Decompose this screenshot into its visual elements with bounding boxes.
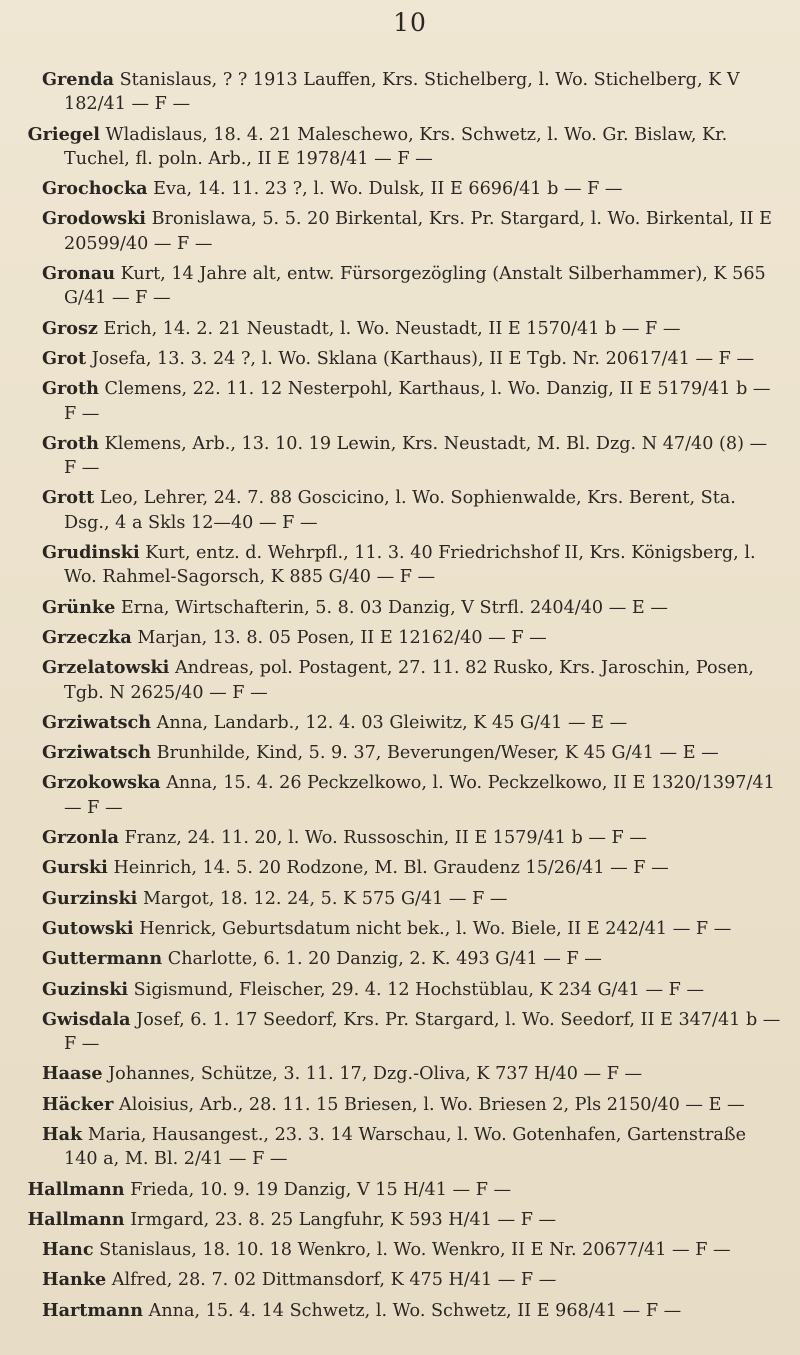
list-item: [0, 771, 782, 820]
entry-details: Aloisius, Arb., 28. 11. 15 Briesen, l. Wo. Briesen 2, Pls 2150/40 — E —: [118, 1094, 745, 1115]
entry-surname: Häcker: [42, 1093, 114, 1115]
entry-details: Wladislaus, 18. 4. 21 Maleschewo, Krs. Schwetz, l. Wo. Gr. Bislaw, Kr. Tuchel, fl. poln. Arb., II E 1978/41 — F —: [64, 124, 728, 169]
entry-details: Klemens, Arb., 13. 10. 19 Lewin, Krs. Neustadt, M. Bl. Dzg. N 47/40 (8) — F —: [64, 433, 768, 479]
entry-surname: Grziwatsch: [42, 711, 152, 733]
list-item: [0, 917, 782, 941]
entry-details: Margot, 18. 12. 24, 5. K 575 G/41 — F —: [142, 888, 508, 909]
entry-list: [0, 68, 800, 1329]
list-item: [0, 947, 782, 971]
entry-details: Josef, 6. 1. 17 Seedorf, Krs. Pr. Stargard, l. Wo. Seedorf, II E 347/41 b — F —: [64, 1009, 781, 1055]
entry-surname: Grünke: [42, 596, 116, 618]
list-item: [0, 1178, 782, 1202]
list-item: [0, 1208, 782, 1232]
entry-surname: Hak: [42, 1123, 83, 1145]
entry-details: Heinrich, 14. 5. 20 Rodzone, M. Bl. Graudenz 15/26/41 — F —: [113, 858, 669, 879]
entry-surname: Hanke: [42, 1269, 107, 1291]
entry-details: Josefa, 13. 3. 24 ?, l. Wo. Sklana (Karthaus), II E Tgb. Nr. 20617/41 — F —: [91, 348, 755, 369]
list-item: [0, 262, 782, 311]
list-item: [0, 1062, 782, 1086]
entry-details: Kurt, 14 Jahre alt, entw. Fürsorgezögling (Anstalt Silberhammer), K 565 G/41 — F —: [64, 264, 766, 309]
list-item: [0, 978, 782, 1002]
list-item: [0, 317, 782, 341]
list-item: [0, 656, 782, 705]
entry-surname: Grziwatsch: [42, 742, 152, 764]
entry-details: Anna, Landarb., 12. 4. 03 Gleiwitz, K 45 G/41 — E —: [156, 712, 628, 733]
list-item: [0, 596, 782, 620]
entry-surname: Groth: [42, 432, 99, 454]
entry-surname: Grenda: [42, 69, 114, 90]
entry-surname: Grudinski: [42, 542, 140, 564]
entry-surname: Grodowski: [42, 208, 146, 230]
entry-details: Brunhilde, Kind, 5. 9. 37, Beverungen/Weser, K 45 G/41 — E —: [156, 743, 719, 764]
entry-surname: Grzonla: [42, 827, 119, 849]
entry-details: Eva, 14. 11. 23 ?, l. Wo. Dulsk, II E 6696/41 b — F —: [153, 179, 623, 200]
entry-details: Erich, 14. 2. 21 Neustadt, l. Wo. Neustadt, II E 1570/41 b — F —: [103, 318, 681, 339]
list-item: [0, 741, 782, 765]
entry-details: Franz, 24. 11. 20, l. Wo. Russoschin, II E 1579/41 b — F —: [124, 828, 647, 849]
list-item: [0, 68, 782, 117]
entry-details: Alfred, 28. 7. 02 Dittmansdorf, K 475 H/41 — F —: [111, 1270, 557, 1291]
entry-surname: Haase: [42, 1063, 103, 1085]
entry-surname: Gronau: [42, 263, 116, 285]
entry-surname: Grot: [42, 347, 87, 369]
entry-surname: Hallmann: [27, 1208, 125, 1230]
entry-details: Stanislaus, 18. 10. 18 Wenkro, l. Wo. Wenkro, II E Nr. 20677/41 — F —: [99, 1240, 731, 1261]
entry-details: Marjan, 13. 8. 05 Posen, II E 12162/40 — F —: [137, 627, 547, 648]
list-item: [0, 347, 782, 371]
list-item: [0, 123, 782, 172]
list-item: [0, 1123, 782, 1172]
list-item: [0, 887, 782, 911]
list-item: [0, 1238, 782, 1262]
list-item: [0, 207, 782, 256]
entry-details: Anna, 15. 4. 26 Peckzelkowo, l. Wo. Peckzelkowo, II E 1320/1397/41 — F —: [64, 773, 775, 818]
page-number: 10: [393, 8, 427, 37]
list-item: [0, 432, 782, 481]
entry-surname: Hartmann: [42, 1299, 144, 1321]
entry-surname: Gwisdala: [42, 1008, 131, 1030]
entry-details: Stanislaus, ? ? 1913 Lauffen, Krs. Stichelberg, l. Wo. Stichelberg, K V 182/41 — F —: [64, 70, 740, 115]
entry-details: Andreas, pol. Postagent, 27. 11. 82 Rusko, Krs. Jaroschin, Posen, Tgb. N 2625/40 — F —: [64, 658, 754, 703]
entry-details: Johannes, Schütze, 3. 11. 17, Dzg.-Oliva, K 737 H/40 — F —: [108, 1064, 643, 1085]
entry-details: Kurt, entz. d. Wehrpfl., 11. 3. 40 Friedrichshof II, Krs. Königsberg, l. Wo. Rahmel-Sagorsch, K 885 G/40 — F —: [64, 543, 756, 588]
entry-surname: Groth: [42, 378, 99, 400]
entry-surname: Gutowski: [42, 917, 134, 939]
list-item: [0, 711, 782, 735]
entry-details: Frieda, 10. 9. 19 Danzig, V 15 H/41 — F —: [130, 1179, 512, 1200]
entry-details: Maria, Hausangest., 23. 3. 14 Warschau, l. Wo. Gotenhafen, Gartenstraße 140 a, M. Bl. 2/41 — F —: [64, 1124, 747, 1170]
entry-surname: Guttermann: [42, 948, 163, 970]
list-item: [0, 826, 782, 850]
entry-details: Leo, Lehrer, 24. 7. 88 Goscicino, l. Wo. Sophienwalde, Krs. Berent, Sta. Dsg., 4 a Skls 12—40 — F —: [64, 488, 736, 533]
list-item: [0, 626, 782, 650]
entry-surname: Guzinski: [42, 978, 129, 1000]
list-item: [0, 1268, 782, 1292]
entry-details: Sigismund, Fleischer, 29. 4. 12 Hochstüblau, K 234 G/41 — F —: [133, 979, 705, 1000]
list-item: [0, 1008, 782, 1057]
entry-surname: Gurzinski: [42, 887, 138, 909]
list-item: [0, 1093, 782, 1117]
entry-surname: Gurski: [42, 857, 108, 879]
entry-surname: Grosz: [42, 317, 98, 339]
entry-surname: Griegel: [27, 123, 100, 145]
entry-surname: Hanc: [42, 1239, 94, 1261]
list-item: [0, 377, 782, 426]
entry-surname: Grzeczka: [42, 626, 132, 648]
list-item: [0, 1299, 782, 1323]
entry-surname: Hallmann: [27, 1178, 125, 1200]
entry-details: Bronislawa, 5. 5. 20 Birkental, Krs. Pr. Stargard, l. Wo. Birkental, II E 20599/40 — F —: [64, 209, 772, 254]
entry-details: Charlotte, 6. 1. 20 Danzig, 2. K. 493 G/41 — F —: [167, 949, 602, 970]
entry-details: Clemens, 22. 11. 12 Nesterpohl, Karthaus, l. Wo. Danzig, II E 5179/41 b — F —: [64, 379, 771, 424]
entry-surname: Grzokowska: [42, 772, 161, 794]
list-item: [0, 541, 782, 590]
entry-details: Erna, Wirtschafterin, 5. 8. 03 Danzig, V Strfl. 2404/40 — E —: [120, 597, 668, 618]
entry-surname: Grochocka: [42, 178, 148, 200]
entry-details: Anna, 15. 4. 14 Schwetz, l. Wo. Schwetz, II E 968/41 — F —: [148, 1300, 682, 1321]
entry-surname: Grzelatowski: [42, 657, 170, 679]
entry-details: Irmgard, 23. 8. 25 Langfuhr, K 593 H/41 — F —: [130, 1209, 557, 1230]
list-item: [0, 486, 782, 535]
list-item: [0, 177, 782, 201]
entry-surname: Grott: [42, 487, 95, 509]
entry-details: Henrick, Geburtsdatum nicht bek., l. Wo. Biele, II E 242/41 — F —: [139, 918, 732, 939]
list-item: [0, 856, 782, 880]
